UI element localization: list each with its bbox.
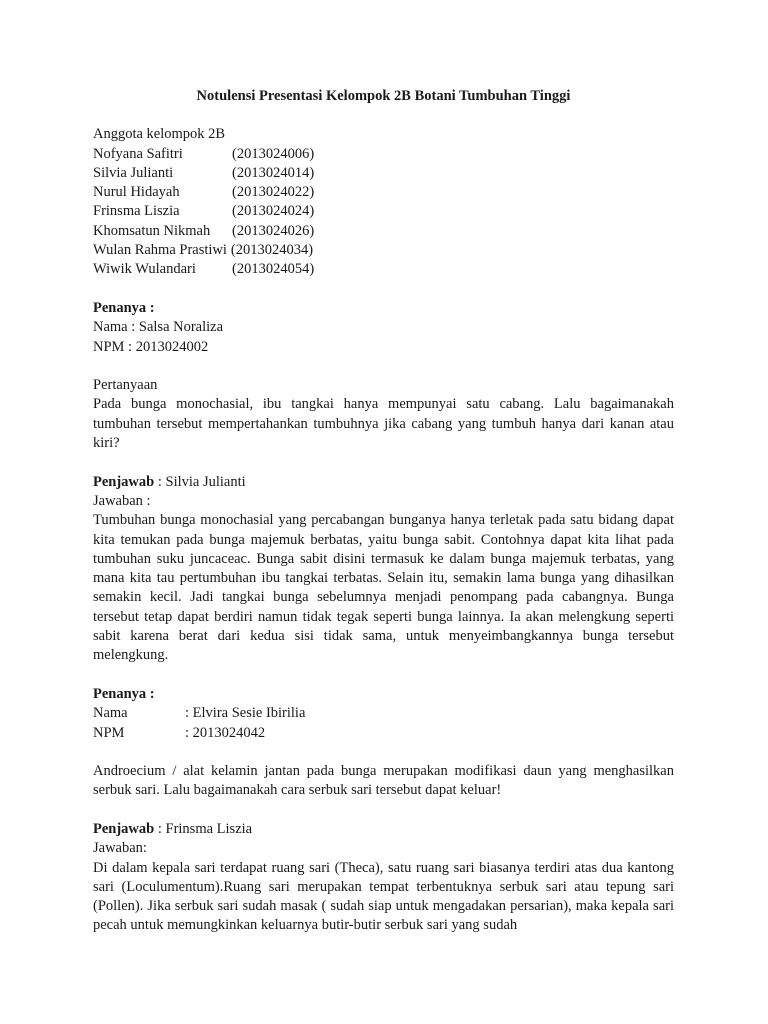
- member-id: (2013024014): [232, 164, 315, 181]
- asker-npm: NPM : 2013024002: [93, 338, 209, 355]
- asker-npm-key: NPM: [93, 724, 125, 741]
- answer-label: Jawaban:: [93, 840, 147, 857]
- answer-text: Tumbuhan bunga monochasial yang percabangan bunganya hanya terletak pada satu bidang dapat kita temukan pada bunga majemuk berbatas, yaitu bunga sabit. Contohnya dapat kita lihat pada tumbuhan suku juncaceac. Bunga sabit disini termasuk ke dalam bunga majemuk terbatas, yang mana kita tau pertumbuhan ibu tangkai terbatas. Selain itu, semakin lama bunga yang dihasilkan semakin kecil. Jadi tangkai bunga sebelumnya menjadi penompang pada cabangnya. Bunga tersebut tetap dapat berdiri namun tidak tegak seperti bunga lainnya. Ia akan melengkung seperti sabit karena berat dari kedua sisi tidak sama, untuk menyeimbangkannya bunga tersebut melengkung.: [93, 512, 674, 664]
- member-id: (2013024034): [230, 242, 314, 259]
- asker-name: Nama : Salsa Noraliza: [93, 319, 224, 336]
- document-title: Notulensi Presentasi Kelompok 2B Botani Tumbuhan Tinggi: [196, 88, 571, 104]
- member-name: Nurul Hidayah: [93, 184, 180, 201]
- spacer: [93, 357, 674, 376]
- spacer: [93, 280, 674, 299]
- asker-label: Penanya :: [93, 685, 155, 702]
- member-row: [93, 222, 674, 241]
- member-id: (2013024026): [232, 222, 315, 239]
- document-content: [93, 87, 674, 936]
- member-row: [93, 260, 674, 279]
- answer-text: Di dalam kepala sari terdapat ruang sari (Theca), satu ruang sari biasanya terdiri atas dua kantong sari (Loculumentum).Ruang sari merupakan tempat terbentuknya serbuk sari atau tepung sari (Pollen). Jika serbuk sari sudah masak ( sudah siap untuk mengadakan persarian), maka kepala sari pecah untuk memungkinkan keluarnya butir-butir serbuk sari yang sudah: [93, 859, 674, 934]
- asker-name-row: [93, 704, 674, 723]
- answerer-label: Penjawab: [93, 820, 155, 837]
- answerer-name: : Frinsma Liszia: [154, 820, 253, 837]
- member-name: Khomsatun Nikmah: [93, 222, 211, 239]
- asker-label: Penanya :: [93, 299, 155, 316]
- asker-npm-value: : 2013024042: [185, 724, 266, 741]
- member-list: [93, 145, 674, 280]
- answerer-line: [93, 820, 674, 839]
- member-id: (2013024006): [232, 145, 315, 162]
- answerer-name: : Silvia Julianti: [154, 473, 246, 490]
- spacer: [93, 453, 674, 472]
- member-row: [93, 183, 674, 202]
- member-row: [93, 164, 674, 183]
- member-id: (2013024024): [232, 203, 315, 220]
- asker-npm-row: [93, 724, 674, 743]
- member-name: Wiwik Wulandari: [93, 261, 196, 278]
- group-heading: Anggota kelompok 2B: [93, 126, 226, 143]
- answerer-label: Penjawab: [93, 473, 155, 490]
- answerer-line: [93, 473, 674, 492]
- asker-name-key: Nama: [93, 705, 128, 722]
- member-name: Frinsma Liszia: [93, 203, 180, 220]
- member-row: [93, 145, 674, 164]
- member-row: [93, 202, 674, 221]
- member-id: (2013024022): [232, 184, 315, 201]
- spacer: [93, 743, 674, 762]
- spacer: [93, 801, 674, 820]
- question-text: Pada bunga monochasial, ibu tangkai hanya mempunyai satu cabang. Lalu bagaimanakah tumbuhan tersebut mempertahankan tumbuhnya jika cabang yang tumbuh hanya dari kanan atau kiri?: [93, 396, 674, 452]
- question-label: Pertanyaan: [93, 377, 158, 394]
- member-id: (2013024054): [232, 261, 315, 278]
- answer-label: Jawaban :: [93, 492, 151, 509]
- member-name: Silvia Julianti: [93, 164, 174, 181]
- member-name: Wulan Rahma Prastiwi: [93, 242, 227, 259]
- question-text: Androecium / alat kelamin jantan pada bunga merupakan modifikasi daun yang menghasilkan serbuk sari. Lalu bagaimanakah cara serbuk sari tersebut dapat keluar!: [93, 763, 674, 799]
- member-name: Nofyana Safitri: [93, 145, 183, 162]
- spacer: [93, 666, 674, 685]
- asker-name-value: : Elvira Sesie Ibirilia: [185, 705, 306, 722]
- member-row: [93, 241, 674, 260]
